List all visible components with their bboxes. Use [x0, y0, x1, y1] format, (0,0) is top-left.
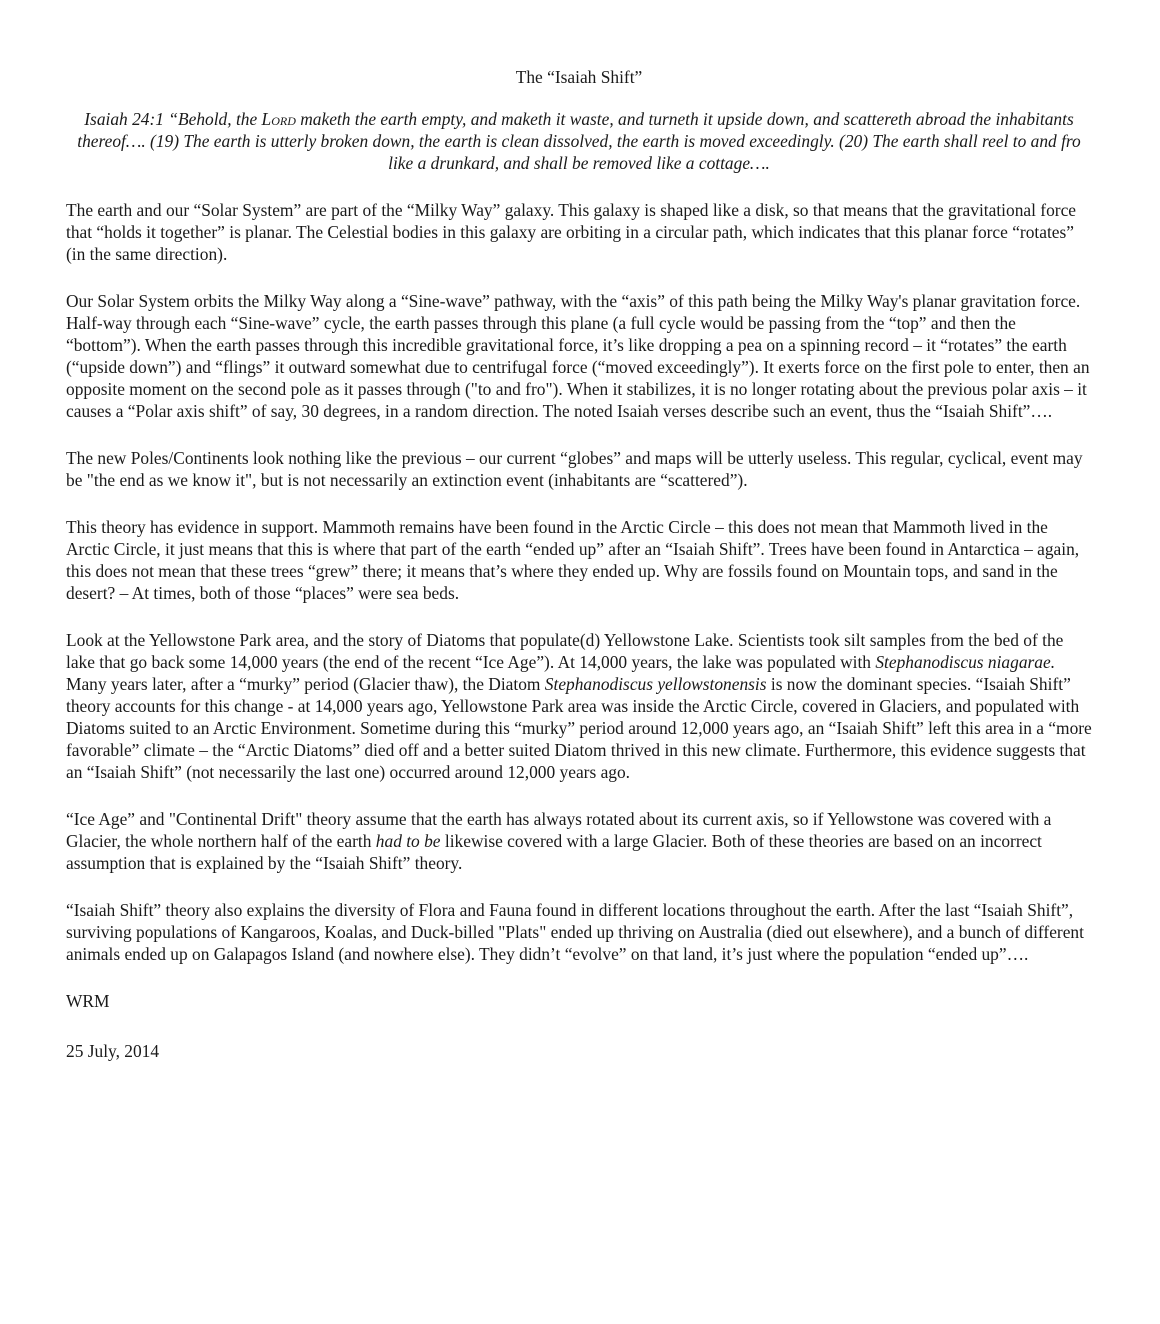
paragraph-sine-wave: Our Solar System orbits the Milky Way along a “Sine-wave” pathway, with the “axis” of this path being the Milky Way's planar gravitation force. Half-way through each “Sine-wave” cycle, the earth passes through this plane (a full cycle would be passing from the “top” and then the “bottom”). When the earth passes through this incredible gravitational force, it’s like dropping a pea on a spinning record – it “rotates” the earth (“upside down”) and “flings” it outward somewhat due to centrifugal force (“moved exceedingly”). It exerts force on the first pole to enter, then an opposite moment on the second pole as it passes through ("to and fro"). When it stabilizes, it is no longer rotating about the previous polar axis – it causes a “Polar axis shift” of say, 30 degrees, in a random direction. The noted Isaiah verses describe such an event, thus the “Isaiah Shift”….	[66, 291, 1090, 421]
document-date: 25 July, 2014	[66, 1041, 160, 1061]
epigraph-lord: Lord	[261, 109, 296, 129]
paragraph-evidence: This theory has evidence in support. Mammoth remains have been found in the Arctic Circle – this does not mean that Mammoth lived in the Arctic Circle, it just means that this is where that part of the earth “ended up” after an “Isaiah Shift”. Trees have been found in Antarctica – again, this does not mean that these trees “grew” there; it means that’s where they ended up. Why are fossils found on Mountain tops, and sand in the desert? – At times, both of those “places” were sea beds.	[66, 517, 1080, 603]
document-page	[66, 66, 1092, 1062]
epigraph-text: maketh the earth empty, and maketh it waste, and turneth it upside down, and scattereth abroad the inhabitants thereof…. (19) The earth is utterly broken down, the earth is clean dissolved, the earth is moved exceedingly. (20) The earth shall reel to and fro like a drunkard, and shall be removed like a cottage….	[77, 109, 1081, 173]
paragraph-ice-age	[66, 808, 1092, 874]
yellowstone-text-a: Look at the Yellowstone Park area, and the story of Diatoms that populate(d) Yellowstone Lake. Scientists took silt samples from the bed of the lake that go back some 14,000 years (the end of the recent “Ice Age”). At 14,000 years, the lake was populated with	[66, 630, 1064, 672]
paragraph-flora-fauna: “Isaiah Shift” theory also explains the diversity of Flora and Fauna found in different locations throughout the earth. After the last “Isaiah Shift”, surviving populations of Kangaroos, Koalas, and Duck-billed "Plats" ended up thriving on Australia (died out elsewhere), and a bunch of different animals ended up on Galapagos Island (and nowhere else). They didn’t “evolve” on that land, it’s just where the population “ended up”….	[66, 900, 1084, 964]
yellowstone-text-c: is now the dominant species. “Isaiah Shift” theory accounts for this change - at 14,000 years ago, Yellowstone Park area was inside the Arctic Circle, covered in Glaciers, and populated with Diatoms suited to an Arctic Environment. Sometime during this “murky” period around 12,000 years ago, an “Isaiah Shift” left this area in a “more favorable” climate – the “Arctic Diatoms” died off and a better suited Diatom thrived in this new climate. Furthermore, this evidence suggests that an “Isaiah Shift” (not necessarily the last one) occurred around 12,000 years ago.	[66, 674, 1092, 782]
paragraph-yellowstone	[66, 629, 1092, 783]
epigraph-prefix: Isaiah 24:1 “Behold, the	[84, 109, 262, 129]
paragraph-galaxy: The earth and our “Solar System” are part of the “Milky Way” galaxy. This galaxy is shaped like a disk, so that means that the gravitational force that “holds it together” is planar. The Celestial bodies in this galaxy are orbiting in a circular path, which indicates that this planar force “rotates” (in the same direction).	[66, 200, 1077, 264]
ice-age-text-a: “Ice Age” and "Continental Drift" theory assume that the earth has always rotated about its current axis, so if Yellowstone was covered with a Glacier, the whole northern half of the earth	[66, 809, 1052, 851]
species-yellowstonensis: Stephanodiscus yellowstonensis	[544, 674, 767, 694]
document-title: The “Isaiah Shift”	[515, 67, 643, 87]
yellowstone-text-b: Many years later, after a “murky” period (Glacier thaw), the Diatom	[66, 674, 545, 694]
species-niagarae: Stephanodiscus niagarae.	[875, 652, 1056, 672]
ice-age-text-b: likewise covered with a large Glacier. Both of these theories are based on an incorrect assumption that is explained by the “Isaiah Shift” theory.	[66, 831, 1042, 873]
ice-age-emphasis: had to be	[375, 831, 441, 851]
scripture-epigraph	[66, 108, 1092, 174]
paragraph-new-poles: The new Poles/Continents look nothing like the previous – our current “globes” and maps will be utterly useless. This regular, cyclical, event may be "the end as we know it", but is not necessarily an extinction event (inhabitants are “scattered”).	[66, 448, 1083, 490]
author-signature: WRM	[66, 991, 110, 1011]
